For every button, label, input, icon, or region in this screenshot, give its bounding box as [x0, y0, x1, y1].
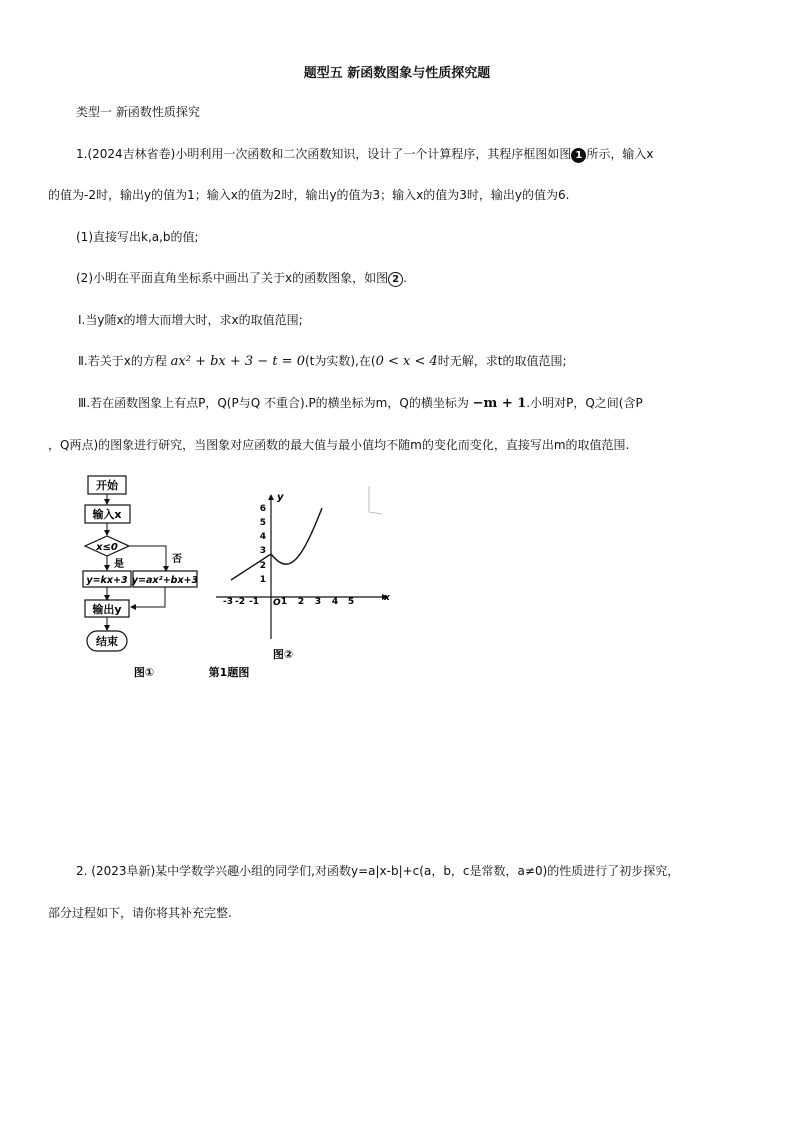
- flow-condition-text: x≤0: [96, 542, 118, 553]
- x-tick-group: [223, 597, 354, 607]
- y-axis-label: y: [277, 492, 284, 503]
- q1-part-II-equation: ax² + bx + 3 − t = 0: [170, 354, 305, 369]
- q1-part-I: Ⅰ.当y随x的增大而增大时，求x的取值范围;: [78, 313, 303, 327]
- figure-1-caption: 图①: [133, 666, 155, 679]
- q1-part2: [76, 270, 407, 287]
- flow-no-label: 否: [172, 554, 182, 565]
- flow-no-text: y=ax²+bx+3: [131, 575, 199, 586]
- q1-part1: (1)直接写出k,a,b的值;: [76, 230, 199, 244]
- q2-line2: 部分过程如下，请你将其补充完整.: [48, 906, 232, 920]
- parabola-branch: [271, 508, 322, 564]
- section-heading: 类型一 新函数性质探究: [76, 105, 200, 119]
- figure-2-caption: 图②: [272, 648, 294, 661]
- y-tick-label: 5: [259, 518, 266, 528]
- q1-part-III-text-b: .小明对P，Q之间(含P: [526, 396, 643, 410]
- x-axis-label: x: [384, 593, 390, 603]
- q1-part-II: [78, 353, 567, 370]
- q1-part2-text: (2)小明在平面直角坐标系中画出了关于x的函数图象，如图: [76, 271, 389, 285]
- figure-2-marker: 2: [388, 272, 403, 287]
- q1-intro: [76, 146, 653, 163]
- x-tick-label: -2: [235, 597, 245, 607]
- figure-group: [76, 474, 406, 688]
- q1-intro-text-a: 1.(2024吉林省卷)小明利用一次函数和二次函数知识，设计了一个计算程序，其程序框图如图: [76, 147, 572, 161]
- flow-yes-label: 是: [114, 559, 124, 570]
- x-tick-label: -3: [223, 597, 233, 607]
- flow-output-text: 输出y: [92, 603, 122, 616]
- figure-group-caption: 第1题图: [208, 666, 250, 679]
- x-tick-label: 5: [347, 597, 355, 607]
- x-tick-label: 1: [280, 597, 288, 607]
- flowchart: [83, 476, 199, 679]
- q1-part-II-text-b: (t为实数),在(: [304, 354, 376, 368]
- x-tick-label: -1: [249, 597, 259, 607]
- y-tick-label: 2: [259, 561, 266, 571]
- x-tick-label: 3: [314, 597, 322, 607]
- flow-start-text: 开始: [96, 479, 118, 492]
- y-tick-label: 4: [259, 532, 266, 542]
- q1-part-III-expr: −m + 1: [472, 396, 527, 411]
- q2-line1: 2. (2023阜新)某中学数学兴趣小组的同学们,对函数y=a|x-b|+c(a，b，c是常数，a≠0)的性质进行了初步探究，: [76, 864, 680, 878]
- figure-1-marker: 1: [571, 148, 586, 163]
- q1-part-II-range: 0 < x < 4: [375, 354, 438, 369]
- y-tick-label: 1: [259, 575, 266, 585]
- q1-part-III-line2: ，Q两点)的图象进行研究，当图象对应函数的最大值与最小值均不随m的变化而变化，直接写出m的取值范围.: [48, 438, 630, 452]
- origin-label: O: [273, 598, 281, 608]
- flow-end-text: 结束: [96, 635, 118, 648]
- decorative-mark: [369, 486, 382, 514]
- flow-input-text: 输入x: [92, 508, 122, 521]
- q1-part-III: [78, 395, 643, 412]
- y-tick-group: [260, 504, 266, 585]
- page-title: 题型五 新函数图象与性质探究题: [303, 66, 491, 81]
- figures-svg: [76, 474, 406, 684]
- function-graph: [216, 492, 391, 661]
- q1-part-II-text-a: Ⅱ.若关于x的方程: [78, 354, 171, 368]
- flow-yes-text: y=kx+3: [86, 575, 128, 586]
- q1-intro-text-b: 所示，输入x: [586, 147, 654, 161]
- y-tick-label: 3: [259, 546, 266, 556]
- q1-part2-end: .: [403, 271, 407, 285]
- x-tick-label: 2: [297, 597, 305, 607]
- q1-part-III-text-a: Ⅲ.若在函数图象上有点P，Q(P与Q 不重合).P的横坐标为m，Q的横坐标为: [78, 396, 473, 410]
- y-tick-label: 6: [259, 504, 266, 514]
- q1-part-II-text-c: 时无解，求t的取值范围;: [437, 354, 567, 368]
- x-tick-label: 4: [331, 597, 339, 607]
- q1-intro-line2: 的值为-2时，输出y的值为1；输入x的值为2时，输出y的值为3；输入x的值为3时，输出y的值为6.: [48, 188, 570, 202]
